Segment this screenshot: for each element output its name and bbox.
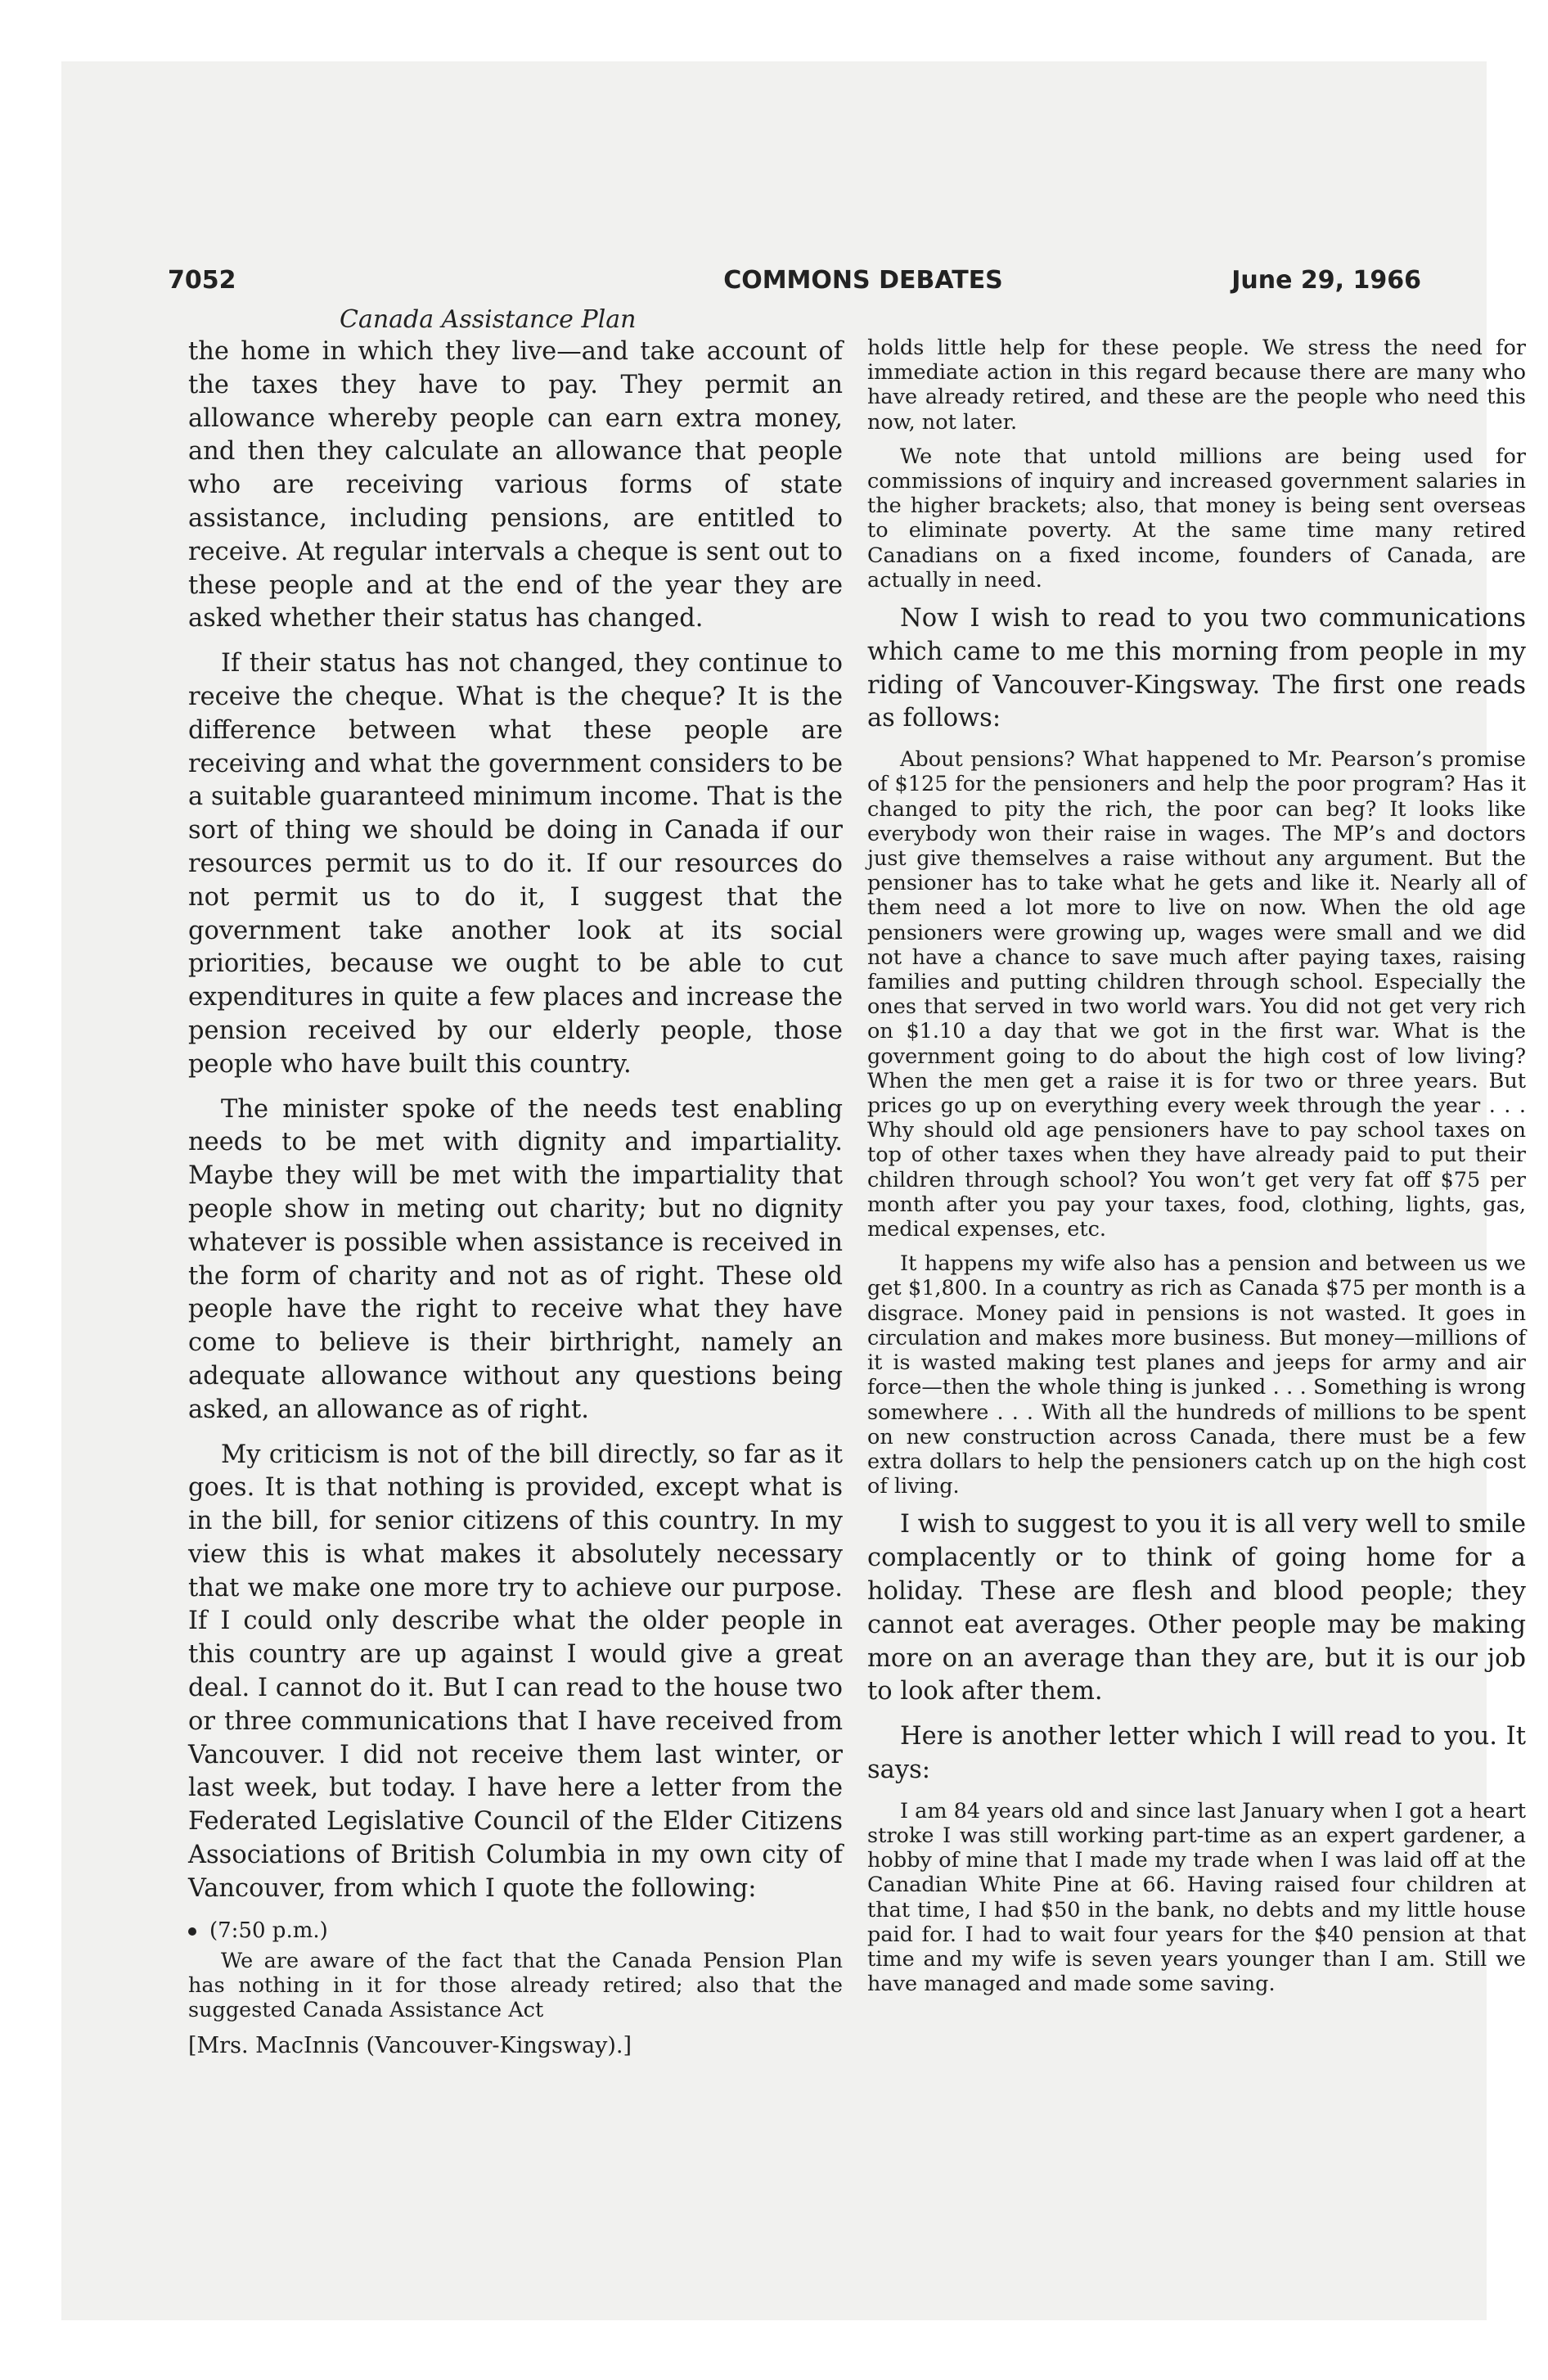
- quoted-letter: I am 84 years old and since last January when I got a heart stroke I was still working part-time as an expert gardener, a hobby of mine that I made my trade when I was laid off at the Canadian White Pine at 66. Having raised four children at that time, I had $50 in the bank, no debts and my little house paid for. I had to wait four years for the $40 pension at that time and my wife is seven years younger than I am. Still we have managed and made some saving.: [867, 1798, 1526, 1997]
- paragraph: My criticism is not of the bill directly, so far as it goes. It is that nothing is provided, except what is in the bill, for senior citizens of this country. In my view this is what makes it absolutely necessary that we make one more try to achieve our purpose. If I could only describe what the older people in this country are up against I would give a great deal. I cannot do it. But I can read to the house two or three communications that I have received from Vancouver. I did not receive them last winter, or last week, but today. I have here a letter from the Federated Legislative Council of the Elder Citizens Associations of British Columbia in my own city of Vancouver, from which I quote the following:: [188, 1440, 843, 1903]
- right-column: [867, 336, 1526, 2006]
- quoted-letter: It happens my wife also has a pension and between us we get $1,800. In a country as rich as Canada $75 per month is a disgrace. Money paid in pensions is not wasted. It goes in circulation and makes more business. But money—millions of it is wasted making test planes and jeeps for army and air force—then the whole thing is junked . . . Something is wrong somewhere . . . With all the hundreds of millions to be spent on new construction across Canada, there must be a few extra dollars to help the pensioners catch up on the high cost of living.: [867, 1251, 1526, 1499]
- paragraph: the home in which they live—and take account of the taxes they have to pay. They permit an allowance whereby people can earn extra money, and then they calculate an allowance that people who are receiving various forms of state assistance, including pensions, are entitled to receive. At regular intervals a cheque is sent out to these people and at the end of the year they are asked whether their status has changed.: [188, 337, 843, 633]
- section-subtitle: Canada Assistance Plan: [340, 305, 637, 334]
- quoted-letter: We note that untold millions are being used for commissions of inquiry and increased government salaries in the higher brackets; also, that money is being sent overseas to eliminate poverty. At the same time many retired Canadians on a fixed income, founders of Canada, are actually in need.: [867, 444, 1526, 593]
- speaker-attribution: [Mrs. MacInnis (Vancouver-Kingsway).]: [188, 2033, 632, 2059]
- page-scan: [61, 61, 1526, 2320]
- time-note: [188, 1918, 843, 1944]
- running-title: COMMONS DEBATES: [723, 266, 1003, 295]
- left-column: [188, 336, 843, 2060]
- quoted-letter: About pensions? What happened to Mr. Pearson’s promise of $125 for the pensioners and help the poor program? Has it changed to pity the rich, the poor can beg? It looks like everybody won their raise in wages. The MP’s and doctors just give themselves a raise without any argument. But the pensioner has to take what he gets and like it. Nearly all of them need a lot more to live on now. When the old age pensioners were growing up, wages were small and we did not have a chance to save much after paying taxes, raising families and putting children through school. Especially the ones that served in two world wars. You did not get very rich on $1.10 a day that we got in the first war. What is the government going to do about the high cost of low living? When the men get a raise it is for two or three years. But prices go up on everything every week through the year . . . Why should old age pensioners have to pay school taxes on top of other taxes when they have already paid to put their children through school? You won’t get very fat off $75 per month after you pay your taxes, food, clothing, lights, gas, medical expenses, etc.: [867, 747, 1526, 1242]
- quoted-letter: We are aware of the fact that the Canada Pension Plan has nothing in it for those already retired; also that the suggested Canada Assistance Act: [188, 1948, 843, 2023]
- page-date: June 29, 1966: [1231, 266, 1421, 295]
- quoted-letter: holds little help for these people. We stress the need for immediate action in this regard because there are many who have already retired, and these are the people who need this now, not later.: [867, 336, 1526, 435]
- paragraph: Now I wish to read to you two communications which came to me this morning from people in my riding of Vancouver-Kingsway. The first one reads as follows:: [867, 604, 1526, 733]
- paragraph: If their status has not changed, they continue to receive the cheque. What is the cheque? It is the difference between what these people are receiving and what the government considers to be a suitable guaranteed minimum income. That is the sort of thing we should be doing in Canada if our resources permit us to do it. If our resources do not permit us to do it, I suggest that the government take another look at its social priorities, because we ought to be able to cut expenditures in quite a few places and increase the pension received by our elderly people, those people who have built this country.: [188, 649, 843, 1079]
- paragraph: Here is another letter which I will read to you. It says:: [867, 1722, 1526, 1784]
- page-number: 7052: [168, 266, 236, 295]
- paragraph: I wish to suggest to you it is all very well to smile complacently or to think of going home for a holiday. These are flesh and blood people; they cannot eat averages. Other people may be making more on an average than they are, but it is our job to look after them.: [867, 1510, 1526, 1706]
- bullet-icon: [188, 1927, 196, 1936]
- time-note-text: (7:50 p.m.): [209, 1918, 328, 1943]
- paragraph: The minister spoke of the needs test enabling needs to be met with dignity and impartiality. Maybe they will be met with the impartiality that people show in meting out charity; but no dignity whatever is possible when assistance is received in the form of charity and not as of right. These old people have the right to receive what they have come to believe is their birthright, namely an adequate allowance without any questions being asked, an allowance as of right.: [188, 1094, 843, 1424]
